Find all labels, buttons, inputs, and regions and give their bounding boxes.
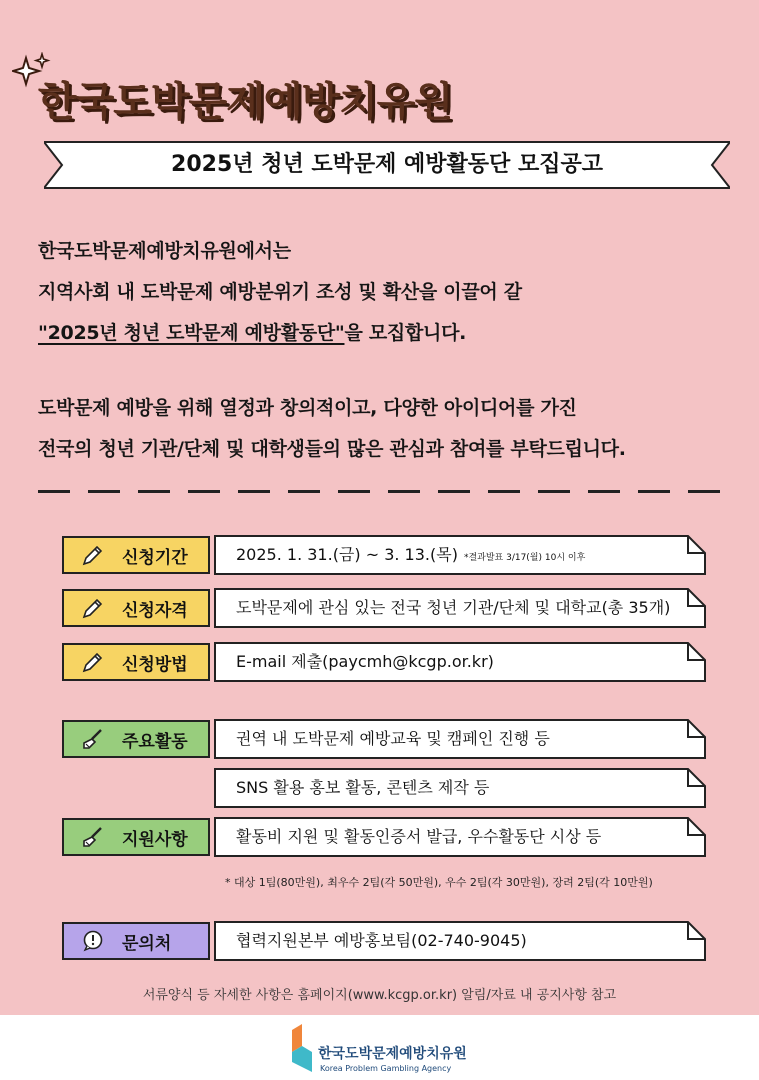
- value-period-box: [214, 535, 706, 575]
- pencil-icon: [78, 596, 108, 620]
- kcgp-logo-icon: [288, 1022, 316, 1074]
- label-eligibility: [62, 589, 210, 627]
- value-activities-1: 권역 내 도박문제 예방교육 및 캠페인 진행 등: [236, 729, 550, 748]
- label-activities-text: 주요활동: [122, 731, 188, 752]
- result-announcement: *결과발표 3/17(월) 10시 이후: [463, 553, 586, 563]
- label-support: [62, 818, 210, 856]
- footer-logo-english: Korea Problem Gambling Agency: [320, 1064, 452, 1073]
- pencil-icon: [78, 543, 108, 567]
- intro-line-5: 전국의 청년 기관/단체 및 대학생들의 많은 관심과 참여를 부탁드립니다.: [38, 438, 626, 460]
- label-contact-text: 문의처: [122, 933, 172, 954]
- label-period: [62, 536, 210, 574]
- value-period: [236, 535, 585, 575]
- intro-line-3: [38, 318, 466, 345]
- label-activities: [62, 720, 210, 758]
- value-method: E-mail 제출(paycmh@kcgp.or.kr): [236, 652, 494, 671]
- value-contact: 협력지원본부 예방홍보팀(02-740-9045): [236, 931, 527, 950]
- footer-logo-korean: 한국도박문제예방치유원: [318, 1046, 467, 1062]
- label-contact: [62, 922, 210, 960]
- label-method: [62, 643, 210, 681]
- label-support-text: 지원사항: [122, 829, 188, 850]
- dashed-divider: [38, 490, 722, 498]
- value-activities-box-1: [214, 719, 706, 759]
- label-eligibility-text: 신청자격: [122, 600, 188, 621]
- value-activities-2: SNS 활용 홍보 활동, 콘텐츠 제작 등: [236, 778, 490, 797]
- pencil-icon: [78, 650, 108, 674]
- intro-line-3-rest: 을 모집합니다.: [344, 322, 467, 344]
- value-method-box: [214, 642, 706, 682]
- intro-line-2: 지역사회 내 도박문제 예방분위기 조성 및 확산을 이끌어 갈: [38, 281, 522, 303]
- brush-icon: [78, 727, 108, 751]
- value-support-box: [214, 817, 706, 857]
- value-eligibility: 도박문제에 관심 있는 전국 청년 기관/단체 및 대학교(총 35개): [236, 598, 671, 617]
- value-period-text: 2025. 1. 31.(금) ~ 3. 13.(목): [236, 545, 458, 564]
- intro-highlight: "2025년 청년 도박문제 예방활동단": [38, 322, 345, 344]
- value-eligibility-box: [214, 588, 706, 628]
- intro-line-1: 한국도박문제예방치유원에서는: [38, 240, 291, 262]
- value-support: 활동비 지원 및 활동인증서 발급, 우수활동단 시상 등: [236, 827, 602, 846]
- chat-icon: [78, 929, 108, 953]
- label-method-text: 신청방법: [122, 654, 188, 675]
- organization-title: 한국도박문제예방치유원: [38, 79, 453, 125]
- brush-icon: [78, 825, 108, 849]
- label-period-text: 신청기간: [122, 547, 188, 568]
- intro-line-4: 도박문제 예방을 위해 열정과 창의적이고, 다양한 아이디어를 가진: [38, 397, 577, 419]
- notice-title: 2025년 청년 도박문제 예방활동단 모집공고: [171, 152, 603, 177]
- bottom-note: 서류양식 등 자세한 사항은 홈페이지(www.kcgp.or.kr) 알림/자료 내 공지사항 참고: [142, 988, 617, 1003]
- value-activities-box-2: [214, 768, 706, 808]
- award-note: * 대상 1팀(80만원), 최우수 2팀(각 50만원), 우수 2팀(각 30만원), 장려 2팀(각 10만원): [225, 876, 653, 889]
- value-contact-box: [214, 921, 706, 961]
